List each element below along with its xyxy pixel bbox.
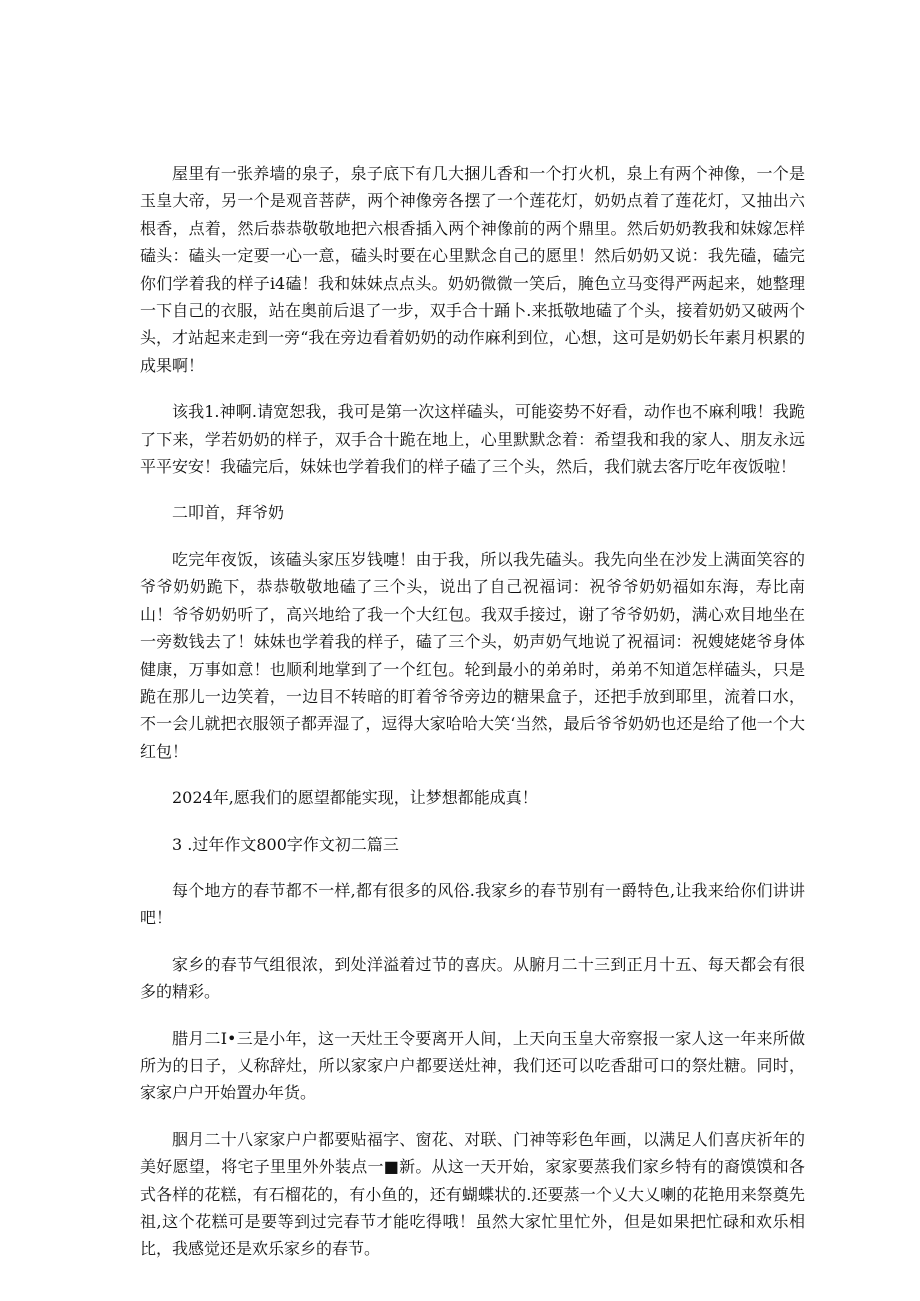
paragraph: 家乡的春节气组很浓，到处洋溢着过节的喜庆。从腑月二十三到正月十五、每天都会有很多的精彩。 xyxy=(140,954,805,1002)
paragraph: 腊月二I•三是小年，这一天灶王令要离开人间，上天向玉皇大帝察报一家人这一年来所做所为的日子，乂称辞灶，所以家家户户都要送灶神，我们还可以吃香甜可口的祭灶糖。同时，家家户户开始置办年货。 xyxy=(140,1028,805,1103)
document-body xyxy=(140,160,805,1282)
paragraph: 2024年,愿我们的愿望都能实现，让梦想都能成真！ xyxy=(172,788,538,808)
section-heading: 二叩首，拜爷奶 xyxy=(172,503,285,523)
section-heading: 3 .过年作文800字作文初二篇三 xyxy=(172,834,399,854)
paragraph: 胭月二十八家家户户都要贴福字、窗花、对联、门神等彩色年画，以满足人们喜庆祈年的美好愿望，将宅子里里外外装点一■新。从这一天开始，家家要蒸我们家乡特有的裔馍馍和各式各样的花糕，有石榴花的，有小鱼的，还有蝴蝶状的.还要蒸一个乂大乂喇的花艳用来祭奠先祖,这个花糕可是要等到过完春节才能吃得哦！虽然大家忙里忙外，但是如果把忙碌和欢乐相比，我感觉还是欢乐家乡的春节。 xyxy=(140,1129,805,1259)
paragraph: 屋里有一张养墙的泉子，泉子底下有几大捆儿香和一个打火机，泉上有两个神像，一个是玉皇大帝，另一个是观音菩萨，两个神像旁各摆了一个莲花灯，奶奶点着了莲花灯，又抽出六根香，点着，然后恭恭敬敬地把六根香插入两个神像前的两个鼎里。然后奶奶教我和妹嫁怎样磕头：磕头一定要一心一意，磕头时要在心里默念自己的愿里！然后奶奶又说：我先磕，磕完你们学着我的样子i4磕！我和妹妹点点头。奶奶微微一笑后，腌色立马变得严两起来，她整理一下自己的衣服，站在奥前后退了一步，双手合十踊卜.来抵敬地磕了个头，接着奶奶又破两个头，才站起来走到一旁“我在旁边看着奶奶的动作麻利到位，心想，这可是奶奶长年素月枳累的成果啊！ xyxy=(140,164,805,375)
paragraph: 该我1.神啊.请宽恕我，我可是第一次这样磕头，可能姿势不好看，动作也不麻利哦！我跪了下来，学若奶奶的样子，双手合十跪在地上，心里默默念着：希望我和我的家人、朋友永远平平安安！我磕完后，妹妹也学着我们的样子磕了三个头，然后，我们就去客厅吃年夜饭啦！ xyxy=(140,402,805,477)
paragraph: 吃完年夜饭，该磕头家压岁钱嚏！由于我，所以我先磕头。我先向坐在沙发上满面笑容的爷爷奶奶跪下，恭恭敬敬地磕了三个头，说出了自己祝福词：祝爷爷奶奶福如东海，寿比南山！爷爷奶奶听了，高兴地给了我一个大红包。我双手接过，谢了爷爷奶奶，满心欢目地坐在一旁数钱去了！妹妹也学着我的样子，磕了三个头，奶声奶气地说了祝福词：祝嫂姥姥爷身体健康，万事如意！也顺利地掌到了一个红包。轮到最小的弟弟时，弟弟不知道怎样磕头，只是跪在那儿一边笑着，一边目不转暗的盯着爷爷旁边的糖果盒子，还把手放到耶里，流着口水，不一会儿就把衣服领子都弄湿了，逗得大家哈哈大笑‘当然，最后爷爷奶奶也还是给了他一个大红包！ xyxy=(140,549,805,761)
paragraph: 每个地方的春节都不一样,都有很多的风俗.我家乡的春节别有一爵特色,让我来给你们讲讲吧！ xyxy=(140,880,805,928)
